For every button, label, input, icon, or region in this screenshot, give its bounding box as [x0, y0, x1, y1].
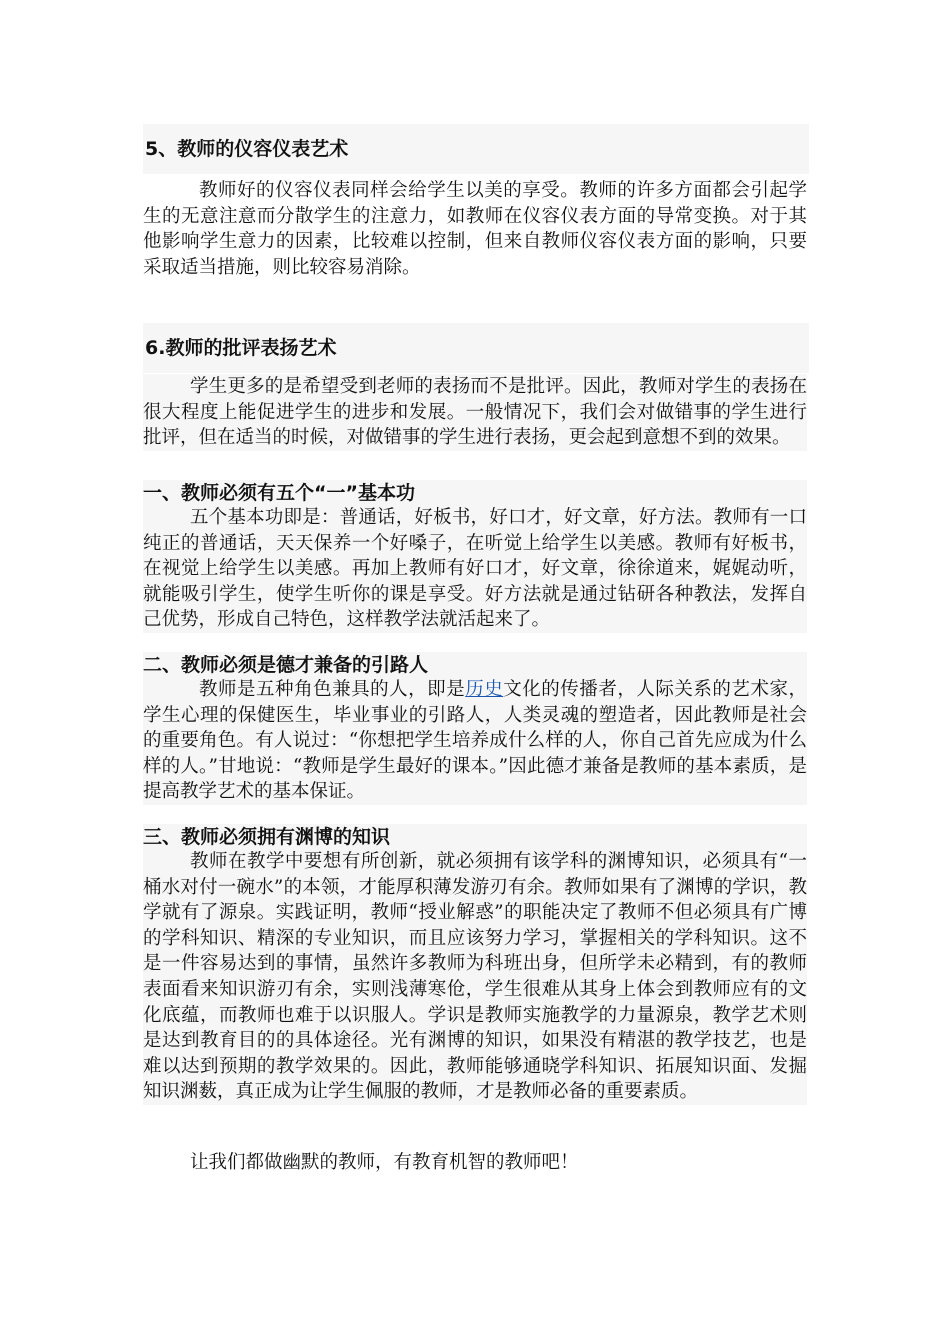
part-1-heading: 一、教师必须有五个“一”基本功 [143, 480, 807, 506]
section-6-paragraph: 学生更多的是希望受到老师的表扬而不是批评。因此，教师对学生的表扬在很大程度上能促进学生的进步和发展。一般情况下，我们会对做错事的学生进行批评，但在适当的时候，对做错事的学生进行表扬，更会起到意想不到的效果。 [143, 374, 807, 451]
part-2-text-before-link: 教师是五种角色兼具的人，即是 [199, 679, 466, 700]
part-1-paragraph: 五个基本功即是：普通话，好板书，好口才，好文章，好方法。教师有一口纯正的普通话，天天保养一个好嗓子，在听觉上给学生以美感。教师有好板书，在视觉上给学生以美感。再加上教师有好口才，好文章，徐徐道来，娓娓动听，就能吸引学生，使学生听你的课是享受。好方法就是通过钻研各种教法，发挥自己优势，形成自己特色，这样教学法就活起来了。 [143, 505, 807, 633]
part-2-paragraph [143, 677, 807, 805]
part-3-paragraph: 教师在教学中要想有所创新，就必须拥有该学科的渊博知识，必须具有“一桶水对付一碗水”的本领，才能厚积薄发游刃有余。教师如果有了渊博的学识，教学就有了源泉。实践证明，教师“授业解惑”的职能决定了教师不但必须具有广博的学科知识、精深的专业知识，而且应该努力学习，掌握相关的学科知识。这不是一件容易达到的事情，虽然许多教师为科班出身，但所学未必精到，有的教师表面看来知识游刃有余，实则浅薄寒伧，学生很难从其身上体会到教师应有的文化底蕴，而教师也难于以识服人。学识是教师实施教学的力量源泉，教学艺术则是达到教育目的的具体途径。光有渊博的知识，如果没有精湛的教学技艺，也是难以达到预期的教学效果的。因此，教师能够通晓学科知识、拓展知识面、发掘知识渊薮，真正成为让学生佩服的教师，才是教师必备的重要素质。 [143, 849, 807, 1105]
history-link[interactable]: 历史 [465, 679, 504, 700]
section-6-heading: 6.教师的批评表扬艺术 [143, 323, 809, 373]
part-3-heading: 三、教师必须拥有渊博的知识 [143, 824, 807, 850]
part-2-heading: 二、教师必须是德才兼备的引路人 [143, 652, 807, 678]
closing-line: 让我们都做幽默的教师，有教育机智的教师吧！ [190, 1152, 579, 1173]
section-5-heading: 5、教师的仪容仪表艺术 [143, 124, 809, 174]
section-5-paragraph: 教师好的仪容仪表同样会给学生以美的享受。教师的许多方面都会引起学生的无意注意而分散学生的注意力，如教师在仪容仪表方面的导常变换。对于其他影响学生意力的因素，比较难以控制，但来自教师仪容仪表方面的影响，只要采取适当措施，则比较容易消除。 [143, 180, 807, 278]
part-2-text-after-link: 文化的传播者，人际关系的艺术家，学生心理的保健医生，毕业事业的引路人，人类灵魂的塑造者，因此教师是社会的重要角色。有人说过：“你想把学生培养成什么样的人，你自己首先应成为什么样的人。”甘地说：“教师是学生最好的课本。”因此德才兼备是教师的基本素质，是提高教学艺术的基本保证。 [143, 679, 807, 803]
